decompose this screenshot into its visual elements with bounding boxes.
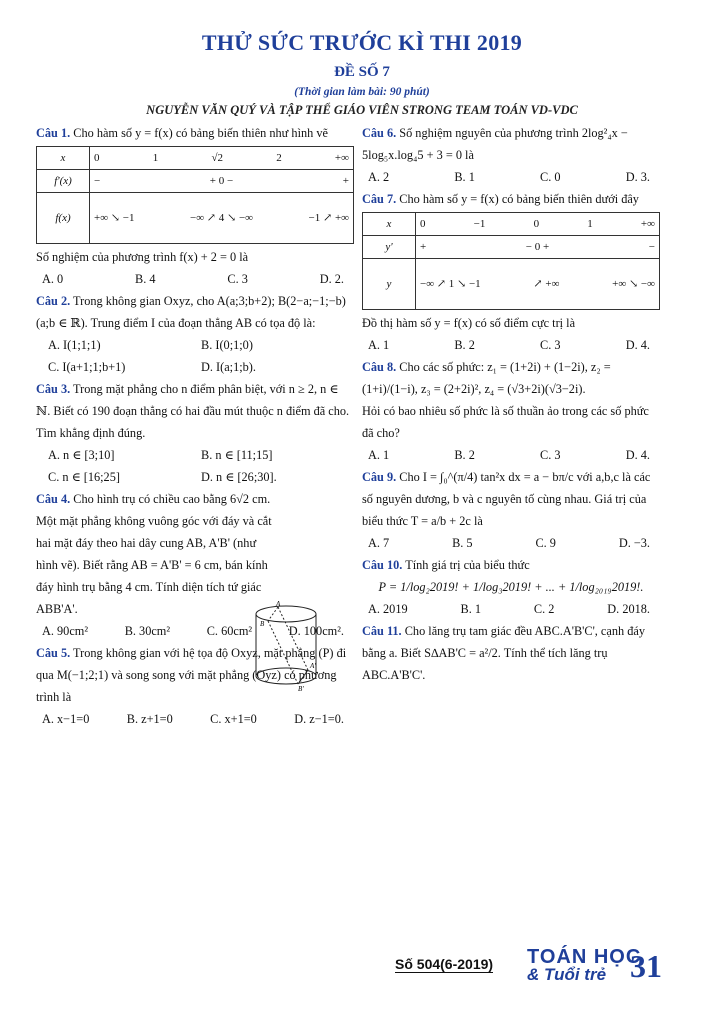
question-text: Tính giá trị của biểu thức xyxy=(405,558,530,572)
cylinder-figure xyxy=(246,600,326,692)
option[interactable]: A. 90cm² xyxy=(42,624,89,638)
option[interactable]: B. 5 xyxy=(452,536,473,550)
question-ask: Hỏi có bao nhiêu số phức là số thuần ảo trong các số phức đã cho? xyxy=(362,404,649,440)
option[interactable]: D. z−1=0. xyxy=(294,712,344,726)
issue-number xyxy=(395,956,493,972)
x-value: +∞ xyxy=(640,218,655,230)
logo-line2: & Tuổi trẻ xyxy=(527,965,607,984)
table-header-f: f(x) xyxy=(37,193,90,244)
question-11 xyxy=(362,620,660,686)
x-value: √2 xyxy=(211,152,223,164)
question-text: Cho hàm số y = f(x) có bảng biến thiên dưới đây xyxy=(399,192,639,206)
option[interactable]: D. n ∈ [26;30]. xyxy=(201,470,277,484)
question-label: Câu 6. xyxy=(362,126,397,140)
option[interactable]: B. z+1=0 xyxy=(126,712,173,726)
table-header-y: y xyxy=(363,259,416,310)
chord-ab xyxy=(268,607,278,621)
option[interactable]: D. −3. xyxy=(618,536,650,550)
question-label: Câu 10. xyxy=(362,558,403,572)
sign-cell: − 0 + xyxy=(525,241,550,253)
sign-cell: + 0 − xyxy=(209,175,234,187)
variation-table-q1 xyxy=(36,146,354,244)
cylinder-top-ellipse xyxy=(256,606,316,622)
question-ask: Số nghiệm của phương trình f(x) + 2 = 0 là xyxy=(36,250,249,264)
trend-cell: −∞ ↗ 4 ↘ −∞ xyxy=(189,212,254,224)
cylinder-bottom-ellipse xyxy=(256,668,316,684)
option[interactable]: D. 2018. xyxy=(607,602,650,616)
table-y-values xyxy=(416,259,660,310)
trend-cell: +∞ ↘ −1 xyxy=(94,212,135,224)
question-text: Trong mặt phẳng cho n điểm phân biệt, với n ≥ 2, n ∈ ℕ. Biết có 190 đoạn thẳng có hai đầu mút thuộc n điểm đã cho. Tìm khẳng định đúng. xyxy=(36,382,350,440)
page-title: THỬ SỨC TRƯỚC KÌ THI 2019 xyxy=(201,30,523,55)
page-number: 31 xyxy=(630,948,662,984)
question-text: Trong không gian với hệ tọa độ Oxyz, mặt phẳng (P) đi qua M(−1;2;1) và song song với mặt phẳng (Oyz) có phương trình là xyxy=(36,646,347,704)
question-7 xyxy=(362,188,660,210)
question-label: Câu 1. xyxy=(36,126,71,140)
options-q5 xyxy=(36,708,354,730)
option[interactable]: D. 2. xyxy=(319,272,344,286)
trend-cell: +∞ ↘ −∞ xyxy=(612,278,655,290)
option[interactable]: A. 7 xyxy=(368,536,390,550)
x-value: 0 xyxy=(94,152,100,164)
option[interactable]: B. 1 xyxy=(454,170,475,184)
option[interactable]: A. 0 xyxy=(42,272,64,286)
option[interactable]: A. n ∈ [3;10] xyxy=(48,448,115,462)
option[interactable]: D. 3. xyxy=(625,170,650,184)
option[interactable]: B. 30cm² xyxy=(124,624,171,638)
options-q6 xyxy=(362,166,660,188)
options-q9 xyxy=(362,532,660,554)
question-label: Câu 5. xyxy=(36,646,71,660)
question-1 xyxy=(36,122,354,144)
option[interactable]: B. 1 xyxy=(460,602,482,616)
exam-duration: (Thời gian làm bài: 90 phút) xyxy=(294,86,430,98)
option[interactable]: B. 2 xyxy=(454,338,475,352)
question-2 xyxy=(36,290,354,334)
option[interactable]: C. 60cm² xyxy=(206,624,253,638)
question-text: Cho lăng trụ tam giác đều ABC.A'B'C', cạnh đáy bằng a. Biết S∆AB'C = a²/2. Tính thể tích lăng trụ ABC.A'B'C'. xyxy=(362,624,645,682)
x-value: −1 xyxy=(473,218,486,230)
option[interactable]: A. 1 xyxy=(368,448,390,462)
option[interactable]: A. 1 xyxy=(368,338,390,352)
option[interactable]: D. I(a;1;b). xyxy=(201,360,256,374)
table-header-x: x xyxy=(37,147,90,170)
option[interactable]: C. I(a+1;1;b+1) xyxy=(48,360,126,374)
trend-cell: −1 ↗ +∞ xyxy=(308,212,349,224)
options-q8 xyxy=(362,444,660,466)
option[interactable]: C. 0 xyxy=(540,170,561,184)
x-value: +∞ xyxy=(334,152,349,164)
option[interactable]: D. 4. xyxy=(625,448,650,462)
option[interactable]: B. n ∈ [11;15] xyxy=(201,448,273,462)
question-ask: Đồ thị hàm số y = f(x) có số điểm cực trị là xyxy=(362,316,576,330)
variation-table-q7 xyxy=(362,212,660,310)
options-q3 xyxy=(36,444,354,488)
option[interactable]: C. 2 xyxy=(533,602,555,616)
options-q2 xyxy=(36,334,354,378)
question-label: Câu 11. xyxy=(362,624,402,638)
formula-p: P = 1/log₂2019! + 1/log₃2019! + ... + 1/log₂₀₁₉2019!. xyxy=(378,580,644,594)
authors-line: NGUYỄN VĂN QUÝ VÀ TẬP THỂ GIÁO VIÊN STRONG TEAM TOÁN VD-VDC xyxy=(146,103,578,117)
magazine-logo xyxy=(527,946,641,985)
segment-aa1 xyxy=(278,607,308,670)
option[interactable]: D. 4. xyxy=(625,338,650,352)
table-yprime-values xyxy=(416,236,660,259)
question-label: Câu 7. xyxy=(362,192,397,206)
option[interactable]: B. I(0;1;0) xyxy=(201,338,253,352)
options-q7 xyxy=(362,334,660,356)
sign-cell: − xyxy=(648,241,655,253)
question-text: Trong không gian Oxyz, cho A(a;3;b+2); B(2−a;−1;−b) (a;b ∈ ℝ). Trung điểm I của đoạn thẳng AB có tọa độ là: xyxy=(36,294,346,330)
option[interactable]: B. 2 xyxy=(454,448,475,462)
table-f-values xyxy=(90,193,354,244)
point-label: B xyxy=(260,620,265,628)
issue-text: Số 504(6-2019) xyxy=(395,956,494,972)
question-text: Số nghiệm nguyên của phương trình 2log²₄x − 5log₅x.log₄5 + 3 = 0 là xyxy=(362,126,628,162)
question-label: Câu 9. xyxy=(362,470,397,484)
option[interactable]: C. 3 xyxy=(227,272,248,286)
option[interactable]: D. 100cm². xyxy=(288,624,344,638)
x-value: 2 xyxy=(276,152,282,164)
sign-cell: + xyxy=(342,175,349,187)
x-value: 0 xyxy=(533,218,540,230)
question-8 xyxy=(362,356,660,400)
options-q10 xyxy=(362,598,660,620)
logo-line1: TOÁN HỌC xyxy=(527,946,642,968)
option[interactable]: C. 9 xyxy=(535,536,556,550)
option[interactable]: A. x−1=0 xyxy=(42,712,90,726)
x-value: 0 xyxy=(420,218,426,230)
table-header-x: x xyxy=(363,213,416,236)
question-label: Câu 3. xyxy=(36,382,71,396)
point-label: B' xyxy=(298,685,304,692)
option[interactable]: A. 2 xyxy=(368,170,390,184)
segment-bb1 xyxy=(268,621,298,684)
option[interactable]: C. x+1=0 xyxy=(210,712,257,726)
table-header-yprime: y' xyxy=(363,236,416,259)
table-x-values xyxy=(90,147,354,170)
question-label: Câu 8. xyxy=(362,360,397,374)
option[interactable]: C. 3 xyxy=(540,448,561,462)
option[interactable]: C. 3 xyxy=(540,338,561,352)
right-column xyxy=(362,122,660,686)
point-label: A' xyxy=(310,662,316,670)
sign-cell: + xyxy=(420,241,427,253)
option[interactable]: A. 2019 xyxy=(368,602,408,616)
question-text: Cho hàm số y = f(x) có bảng biến thiên như hình vẽ xyxy=(73,126,328,140)
table-header-fprime: f'(x) xyxy=(37,170,90,193)
question-text: Cho các số phức: z₁ = (1+2i) + (1−2i), z₂ = (1+i)/(1−i), z₃ = (2+2i)², z₄ = (√3+2i)(√3−2i). xyxy=(362,360,611,396)
question-6 xyxy=(362,122,660,166)
option[interactable]: A. I(1;1;1) xyxy=(48,338,101,352)
option[interactable]: B. 4 xyxy=(135,272,156,286)
table-fprime-values xyxy=(90,170,354,193)
point-label: A xyxy=(276,600,281,608)
trend-cell: −∞ ↗ 1 ↘ −1 xyxy=(420,278,481,290)
options-q1 xyxy=(36,268,354,290)
option[interactable]: C. n ∈ [16;25] xyxy=(48,470,120,484)
question-label: Câu 2. xyxy=(36,294,71,308)
question-10 xyxy=(362,554,660,576)
sign-cell: − xyxy=(94,175,101,187)
trend-cell: ↗ +∞ xyxy=(533,278,560,290)
x-value: 1 xyxy=(587,218,593,230)
question-9 xyxy=(362,466,660,532)
x-value: 1 xyxy=(152,152,159,164)
exam-number: ĐỀ SỐ 7 xyxy=(334,64,390,80)
question-text: Cho I = ∫₀^(π/4) tan²x dx = a − bπ/c với a,b,c là các số nguyên dương, b và c nguyên tố cùng nhau. Giá trị của biểu thức T = a/b + 2c là xyxy=(362,470,651,528)
question-text: Cho hình trụ có chiều cao bằng 6√2 cm. Một mặt phẳng không vuông góc với đáy và cắt hai mặt đáy theo hai dây cung AB, A'B' (như hình vẽ). Biết rằng AB = A'B' = 6 cm, bán kính đáy hình trụ bằng 4 cm. Tính diện tích tứ giác ABB'A'. xyxy=(36,492,272,616)
table-x-values xyxy=(416,213,660,236)
question-3 xyxy=(36,378,354,444)
question-label: Câu 4. xyxy=(36,492,71,506)
